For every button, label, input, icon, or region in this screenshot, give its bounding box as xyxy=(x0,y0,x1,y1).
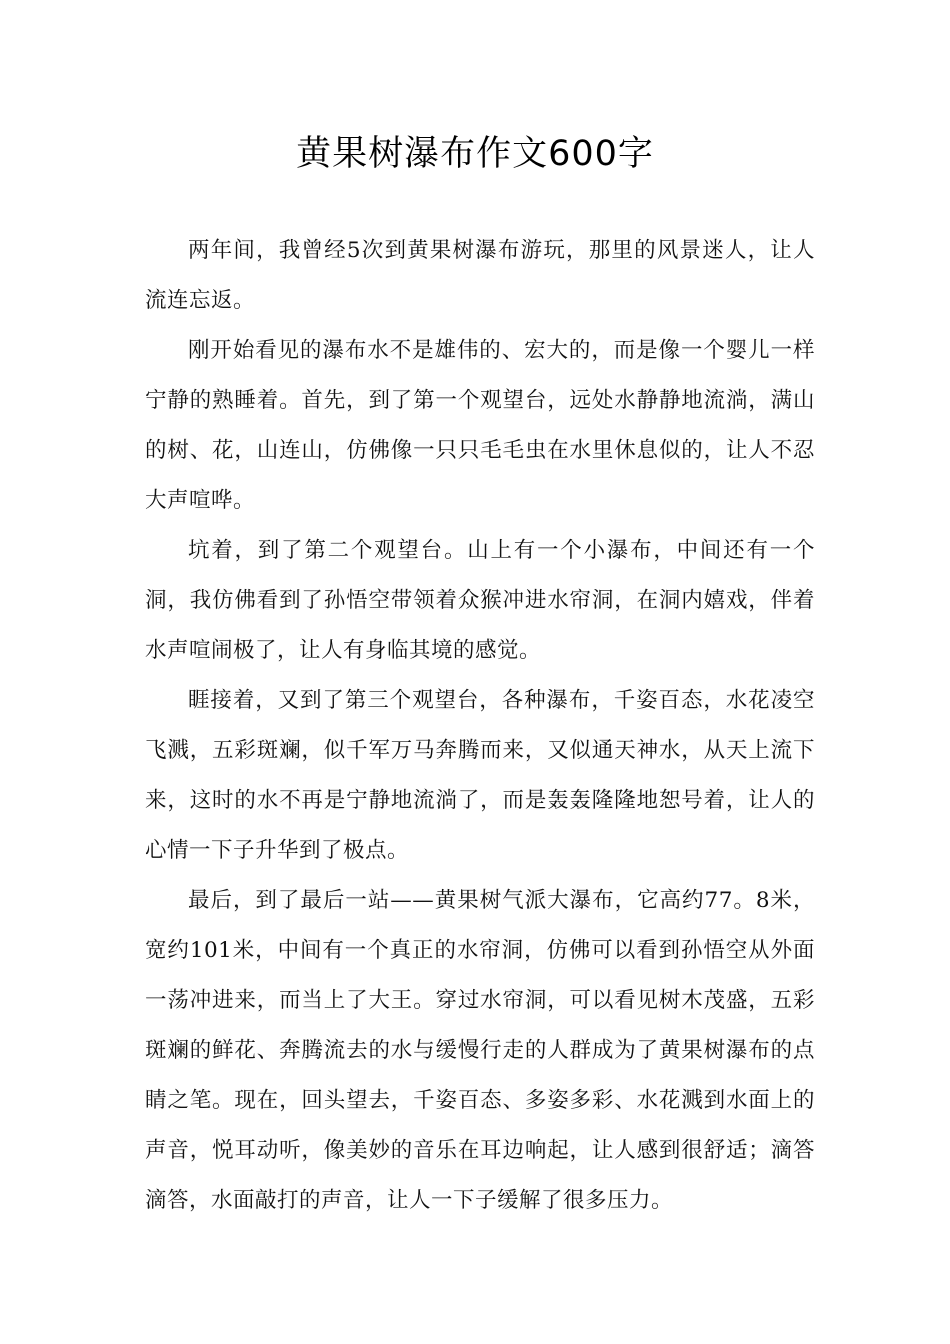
paragraph-intro: 两年间，我曾经5次到黄果树瀑布游玩，那里的风景迷人，让人流连忘返。 xyxy=(145,238,815,313)
paragraph-first-platform: 刚开始看见的瀑布水不是雄伟的、宏大的，而是像一个婴儿一样宁静的熟睡着。首先，到了第一个观望台，远处水静静地流淌，满山的树、花，山连山，仿佛像一只只毛毛虫在水里休息似的，让人不忍大声喧哗。 xyxy=(145,338,815,513)
paragraph-third-platform: 睚接着，又到了第三个观望台，各种瀑布，千姿百态，水花凌空飞溅，五彩斑斓，似千军万马奔腾而来，又似通天神水，从天上流下来，这时的水不再是宁静地流淌了，而是轰轰隆隆地恕号着，让人的心情一下子升华到了极点。 xyxy=(145,688,815,863)
document-body xyxy=(145,226,815,1226)
paragraph-second-platform: 坑着，到了第二个观望台。山上有一个小瀑布，中间还有一个洞，我仿佛看到了孙悟空带领着众猴冲进水帘洞，在洞内嬉戏，伴着水声喧闹极了，让人有身临其境的感觉。 xyxy=(145,538,815,663)
document-title: 黄果树瀑布作文600字 xyxy=(296,134,654,174)
paragraph-final-stop: 最后，到了最后一站——黄果树气派大瀑布，它高约77。8米，宽约101米，中间有一个真正的水帘洞，仿佛可以看到孙悟空从外面一荡冲进来，而当上了大王。穿过水帘洞，可以看见树木茂盛，五彩斑斓的鲜花、奔腾流去的水与缓慢行走的人群成为了黄果树瀑布的点睛之笔。现在，回头望去，千姿百态、多姿多彩、水花溅到水面上的声音，悦耳动听，像美妙的音乐在耳边响起，让人感到很舒适；滴答滴答，水面敲打的声音，让人一下子缓解了很多压力。 xyxy=(145,888,815,1213)
